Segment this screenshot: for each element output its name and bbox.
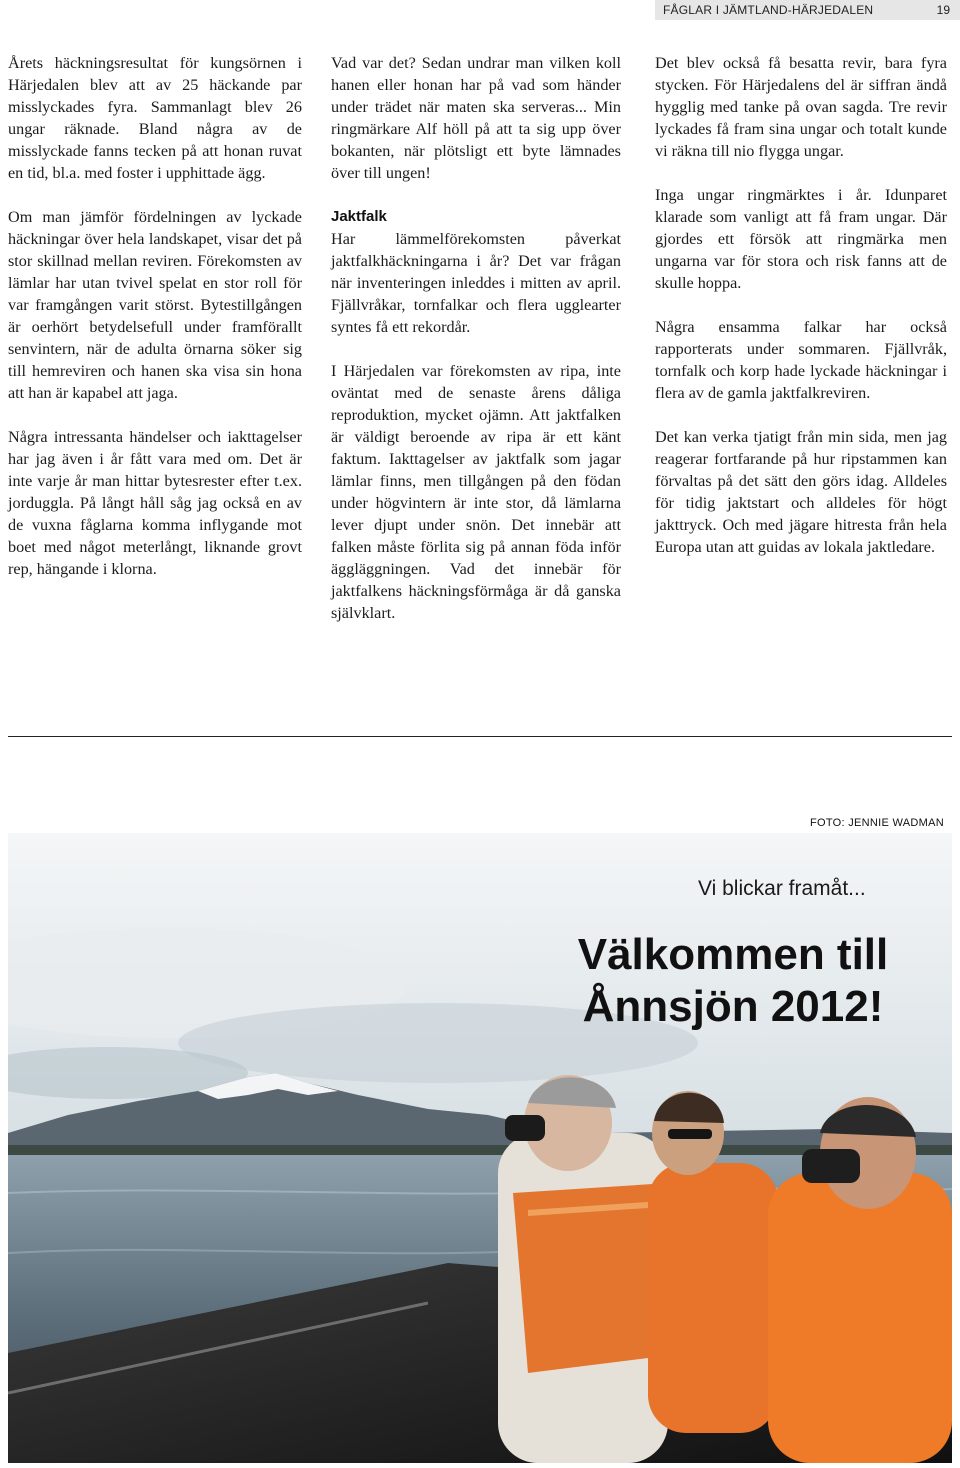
lake-photo	[8, 833, 952, 1463]
lake-scene-illustration	[8, 833, 952, 1463]
header-title: FÅGLAR I JÄMTLAND-HÄRJEDALEN	[663, 3, 874, 17]
paragraph: Det blev också få besatta revir, bara fyra stycken. För Härjedalens del är siffran ändå hygglig med tanke på ovan sagda. Tre revir lyckades få fram sina ungar och totalt kunde vi räkna till nio flygga ungar.	[655, 54, 947, 160]
article-column-1	[8, 52, 302, 580]
page-number: 19	[936, 3, 950, 17]
paragraph: Årets häckningsresultat för kungsörnen i Härjedalen blev att av 25 häckande par misslyckades fyra. Sammanlagt blev 26 ungar räknade. Bland några av de misslyckade fanns tecken på att honan ruvat en tid, bl.a. med foster i upphittade ägg.	[8, 54, 302, 182]
paragraph: Vad var det? Sedan undrar man vilken koll hanen eller honan har på vad som händer under trädet när maten ska serveras... Min ringmärkare Alf höll på att ta sig upp över bokanten, när plötsligt ett byte lämnades över till ungen!	[331, 54, 621, 182]
section-heading-jaktfalk: Jaktfalk	[331, 208, 387, 225]
running-header	[655, 0, 960, 20]
paragraph: Det kan verka tjatigt från min sida, men jag reagerar fortfarande på hur ripstammen kan förvaltas på det sätt den görs idag. Alldeles för tidig jaktstart och alldeles för högt jakttryck. Och med jägare hitresta från hela Europa utan att guidas av lokala jaktledare.	[655, 428, 947, 556]
paragraph: Om man jämför fördelningen av lyckade häckningar över hela landskapet, visar det på stor skillnad mellan reviren. Förekomsten av lämlar har utan tvivel spelat en stor roll för var framgången varit störst. Bytestillgången är oerhört betydelsefull under framförallt senvintern, när de adulta örnarna söker sig till hemreviren och hanen ska visa sin hona att han är kapabel att jaga.	[8, 208, 302, 402]
paragraph: Inga ungar ringmärktes i år. Idunparet klarade som vanligt att få fram ungar. Där gjordes ett försök att ringmärka men ungarna var för stora och risk fanns att de skulle hoppa.	[655, 186, 947, 292]
article-column-3	[655, 52, 947, 558]
photo-credit: FOTO: JENNIE WADMAN	[809, 817, 944, 829]
photo-tagline: Vi blickar framåt...	[698, 877, 866, 900]
paragraph: Har lämmelförekomsten påverkat jaktfalkhäckningarna i år? Det var frågan när inventeringen inleddes i mitten av april. Fjällvråkar, tornfalkar och flera ugglearter syntes få ett rekordår.	[331, 230, 621, 336]
headline-line-2: Ånnsjön 2012!	[582, 982, 884, 1031]
divider-rule	[8, 736, 952, 737]
paragraph: Några ensamma falkar har också rapporterats under sommaren. Fjällvråk, tornfalk och korp hade lyckade häckningar i flera av de gamla jaktfalkreviren.	[655, 318, 947, 402]
photo-headline	[548, 929, 918, 1033]
headline-line-1: Välkommen till	[577, 930, 889, 979]
paragraph: Några intressanta händelser och iakttagelser har jag även i år fått vara med om. Det är inte varje år man hittar bytesrester efter t.ex. jorduggla. På långt håll såg jag också en av de vuxna fåglarna komma inflygande mot boet med något meterlångt, liknande grovt rep, hängande i klorna.	[8, 428, 302, 578]
article-column-2	[331, 52, 621, 624]
paragraph: I Härjedalen var förekomsten av ripa, inte oväntat med de senaste årens dåliga reproduktion, mycket ojämn. Att jaktfalken är väldigt beroende av ripa är ett känt faktum. Iakttagelser av jaktfalk som jagar lämlar finns, men tillgången på den födan under högvintern är inte stor, då lämlarna lever djupt under snön. Det innebär att falken måste förlita sig på annan föda inför äggläggningen. Vad det innebär för jaktfalkens häckningsförmåga är då ganska självklart.	[331, 362, 621, 622]
